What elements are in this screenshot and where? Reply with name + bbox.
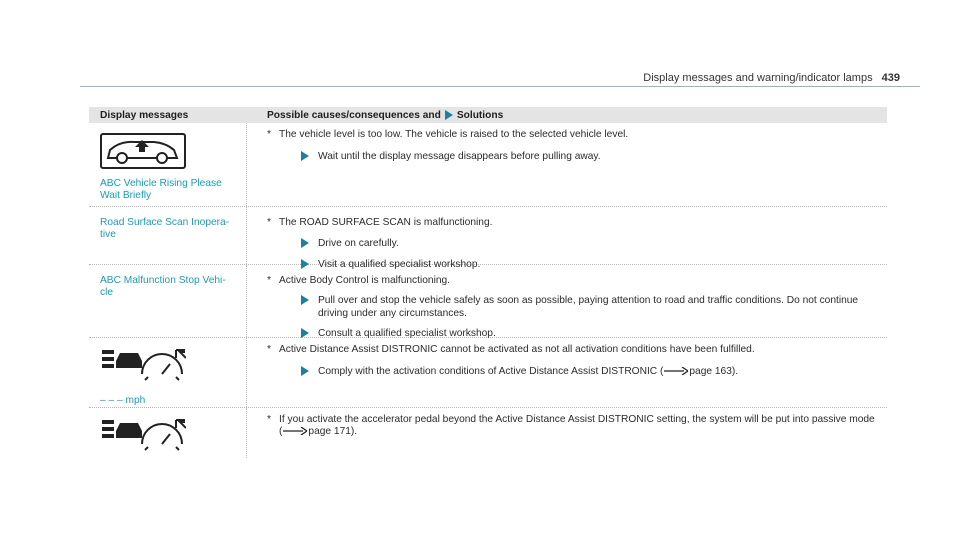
distronic-icon — [100, 348, 240, 389]
message-text: ABC Malfunction Stop Vehi- — [100, 275, 226, 286]
message-cell — [89, 408, 247, 458]
step-text — [318, 365, 738, 378]
cause-text — [267, 129, 879, 141]
running-header — [643, 72, 900, 84]
page-reference-link[interactable]: page 171). — [308, 426, 358, 437]
step-text: Visit a qualified specialist workshop. — [318, 259, 481, 270]
step-arrow-icon — [301, 295, 309, 305]
cause-text — [267, 414, 879, 438]
page-reference-arrow-icon — [664, 367, 688, 375]
table-header — [89, 107, 887, 123]
cause-text — [267, 344, 879, 356]
distronic-icon — [100, 418, 240, 459]
table-row — [89, 207, 887, 270]
step-text: Wait until the display message disappears before pulling away. — [318, 151, 601, 162]
step-text: Pull over and stop the vehicle safely as soon as possible, paying attention to road and traffic conditions. Do not continue driving under any circumstances. — [318, 295, 859, 319]
bullet: * — [267, 217, 271, 228]
step-arrow-icon — [301, 366, 309, 376]
solution-step — [267, 237, 879, 250]
table-row — [89, 265, 887, 338]
cause-body: Active Distance Assist DISTRONIC cannot be activated as not all activation conditions have been fulfilled. — [279, 344, 755, 355]
display-messages-table — [89, 107, 887, 458]
cause-text — [267, 217, 879, 229]
message-text-cont: cle — [100, 287, 114, 298]
message-cell — [89, 207, 247, 264]
message-text: – – – mph — [100, 395, 146, 406]
message-text-cont: Wait Briefly — [100, 190, 152, 201]
cause-body: The vehicle level is too low. The vehicle is raised to the selected vehicle level. — [279, 129, 629, 140]
step-arrow-icon — [301, 238, 309, 248]
col-header-causes — [247, 110, 887, 121]
solution-cell — [247, 123, 887, 206]
bullet: * — [267, 414, 271, 425]
solution-step — [267, 150, 879, 163]
message-text: Road Surface Scan Inopera- — [100, 217, 230, 228]
table-row — [89, 123, 887, 207]
solution-arrow-icon — [445, 110, 453, 120]
solution-step — [267, 294, 879, 320]
step-arrow-icon — [301, 328, 309, 338]
message-cell — [89, 338, 247, 407]
cause-body: The ROAD SURFACE SCAN is malfunctioning. — [279, 217, 493, 228]
page-number: 439 — [881, 72, 900, 84]
col-header-causes-text: Possible causes/consequences and — [267, 109, 441, 121]
vehicle-level-raise-icon — [100, 133, 240, 172]
bullet: * — [267, 275, 271, 286]
cause-body: Active Body Control is malfunctioning. — [279, 275, 451, 286]
bullet: * — [267, 129, 271, 140]
section-title: Display messages and warning/indicator lamps — [643, 72, 873, 84]
cause-body — [279, 414, 879, 438]
table-row — [89, 408, 887, 458]
step-arrow-icon — [301, 151, 309, 161]
cause-text — [267, 275, 879, 287]
message-cell — [89, 265, 247, 337]
step-text: Consult a qualified specialist workshop. — [318, 328, 496, 339]
page-reference-link[interactable]: page 163). — [689, 366, 739, 377]
solution-cell — [247, 207, 887, 270]
message-cell — [89, 123, 247, 206]
message-text: ABC Vehicle Rising Please — [100, 178, 222, 189]
step-text: Drive on carefully. — [318, 238, 399, 249]
table-row — [89, 338, 887, 408]
col-header-messages: Display messages — [100, 109, 189, 121]
solution-cell — [247, 265, 887, 337]
page-header — [0, 0, 960, 90]
bullet: * — [267, 344, 271, 355]
solution-step — [267, 365, 879, 378]
step-text-body: Comply with the activation conditions of Active Distance Assist DISTRONIC ( — [318, 366, 664, 377]
message-text-cont: tive — [100, 229, 116, 240]
page-reference-arrow-icon — [283, 427, 307, 435]
solution-cell — [247, 338, 887, 407]
solution-cell — [247, 408, 887, 458]
header-rule — [80, 86, 920, 87]
cause-body-text: If you activate the accelerator pedal beyond the Active Distance Assist DISTRONIC setting, the system will be put into passive mode ( — [279, 414, 875, 437]
col-header-solutions-text: Solutions — [456, 109, 504, 121]
